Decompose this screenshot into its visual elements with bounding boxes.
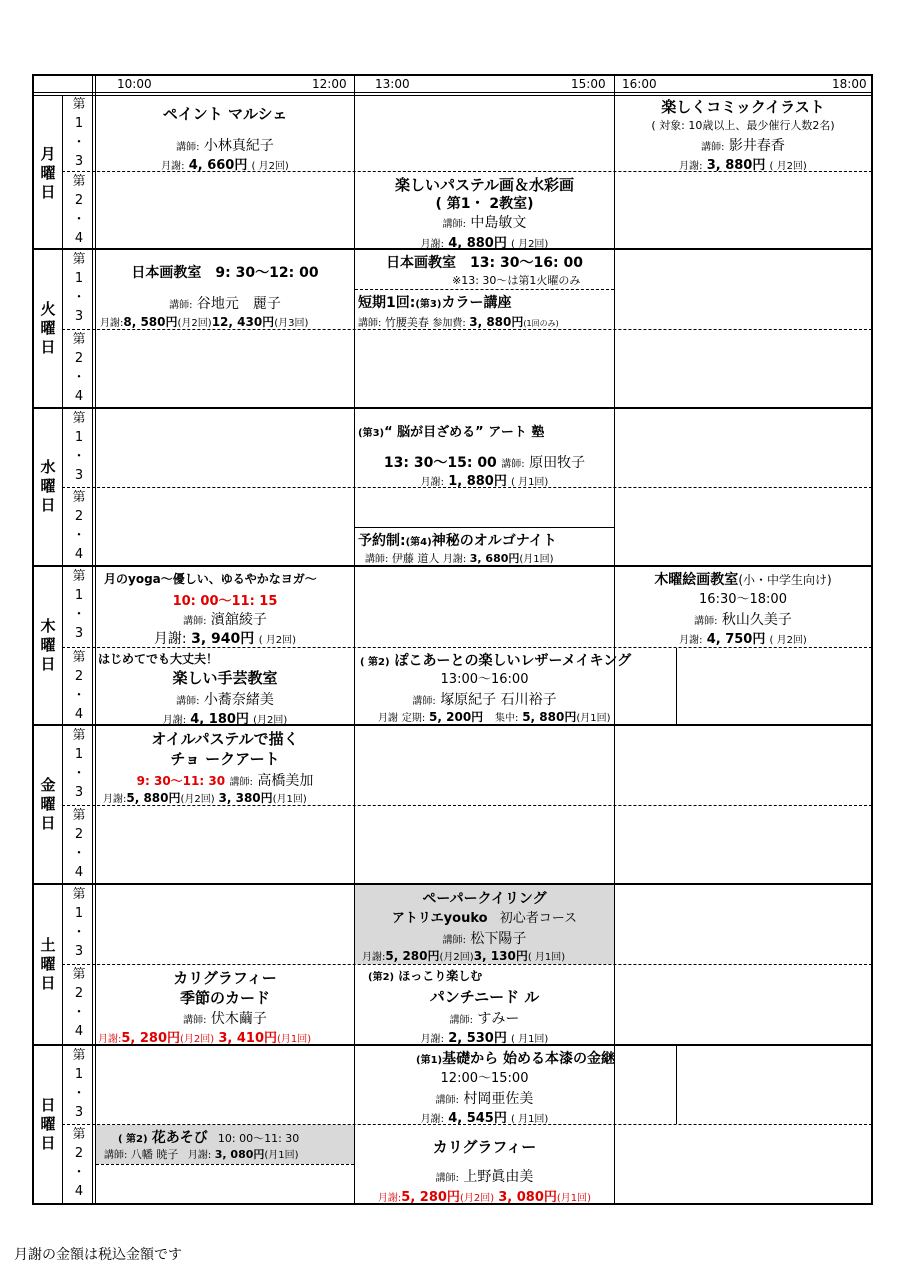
teacher-name: 塚原紀子 石川裕子 [440, 692, 557, 708]
day-sunday: 日 曜 日 [40, 1096, 56, 1152]
teacher-label: 講師: [501, 459, 525, 470]
fee-amount: 5, 880円 [522, 710, 577, 724]
fee-amount: 5, 880円 [126, 791, 181, 805]
teacher-name: 中島敏文 [470, 215, 527, 231]
week-2-4: 第 2 ・ 4 [72, 967, 86, 1039]
fee-label: 月謝: [377, 1193, 402, 1204]
fee-note: (月2回) [177, 318, 212, 329]
teacher-name: 谷地元 麗子 [196, 296, 281, 312]
fee-note: ( 月1回) [510, 1114, 549, 1125]
fee-label: 月謝 [378, 713, 398, 724]
teacher-name: 小蕎奈緒美 [203, 692, 274, 708]
class-title-prefix: 短期1回: [358, 295, 416, 311]
fee-amount: 8, 580円 [123, 315, 178, 329]
fee-label: 月謝: [98, 1034, 122, 1045]
class-week: ( 第2) [360, 657, 390, 668]
teacher-label: 講師: [229, 777, 253, 788]
teacher-name: すみー [477, 1011, 520, 1027]
fee-note: ( 月2回) [251, 161, 289, 172]
fee-note: (月1回) [556, 1193, 592, 1204]
teacher-label: 講師: [449, 1015, 473, 1026]
class-title: カリグラフィー [432, 1138, 537, 1156]
teacher-name: 竹腰美春 [384, 316, 429, 329]
teacher-label: 講師: [176, 142, 200, 153]
fee-note: (月1回) [264, 1150, 299, 1161]
teacher-label: 講師: [365, 554, 389, 565]
day-saturday: 土 曜 日 [40, 936, 56, 992]
fee-note: (月1回) [272, 794, 307, 805]
day-tuesday: 火 曜 日 [40, 300, 56, 356]
class-subtitle: 季節のカード [179, 989, 270, 1007]
teacher-name: 八幡 暁子 [130, 1148, 179, 1161]
class-note: ※13: 30〜は第1火曜のみ [452, 274, 581, 287]
class-subtitle: ( 第1・ 2教室) [435, 196, 534, 212]
class-title: カラー講座 [441, 295, 512, 311]
class-week: ( 第2) [118, 1134, 148, 1145]
fee-label: 月謝: [187, 1150, 212, 1161]
fee-amount: 4, 545円 [448, 1111, 507, 1126]
fee-note: ( 月2回) [510, 239, 549, 250]
class-title: 月のyoga〜優しい、ゆるやかなヨガ〜 [104, 572, 317, 586]
day-wednesday: 水 曜 日 [40, 458, 56, 514]
class-week: (第1) [416, 1055, 443, 1066]
class-title: 木曜絵画教室 [654, 572, 739, 588]
class-catchcopy: はじめてでも大丈夫！ [98, 652, 219, 666]
fee-label: 月謝: [162, 715, 187, 726]
class-time: 10: 00〜11: 15 [172, 594, 278, 609]
class-time: 16:30〜18:00 [699, 592, 787, 607]
class-week: (第4) [405, 537, 432, 548]
week-2-4: 第 2 ・ 4 [72, 1127, 86, 1199]
fee-amount: 5, 280円 [121, 1031, 181, 1046]
fee-note: (月3回) [274, 318, 309, 329]
week-1-3: 第 1 ・ 3 [72, 97, 86, 169]
class-title: ペイント マルシェ [162, 105, 288, 123]
fee-label: 月謝: [161, 161, 185, 172]
class-catchcopy: ほっこり楽しむ [398, 969, 483, 983]
week-2-4: 第 2 ・ 4 [72, 650, 86, 722]
teacher-label: 講師: [104, 1150, 128, 1161]
class-title: ペーパークイリング [422, 891, 547, 907]
class-title: 楽しくコミックイラスト [661, 98, 825, 116]
week-1-3: 第 1 ・ 3 [72, 569, 86, 641]
tax-note: 月謝の金額は税込金額です [14, 1247, 182, 1263]
fee-amount: 3, 130円 [473, 949, 528, 963]
fee-amount: 4, 180円 [190, 712, 249, 727]
teacher-name: 松下陽子 [470, 931, 527, 947]
class-week: (第3) [415, 299, 442, 310]
class-time: 10: 00〜11: 30 [217, 1132, 300, 1145]
week-2-4: 第 2 ・ 4 [72, 174, 86, 246]
teacher-name: 濱舘綾子 [210, 612, 267, 628]
class-target: (小・中学生向け) [738, 573, 832, 587]
fee-amount: 4, 750円 [706, 632, 766, 647]
teacher-label: 講師: [435, 1095, 459, 1106]
day-thursday: 木 曜 日 [40, 617, 56, 673]
fee-type-label: 集中: [495, 713, 519, 724]
class-title: 楽しい手芸教室 [172, 669, 278, 687]
fee-note: (月2回) [459, 1193, 495, 1204]
fee-note: (月2回) [180, 1034, 215, 1045]
fee-label: 参加費: [432, 318, 466, 329]
fee-label: 月謝: [679, 161, 703, 172]
fee-note: ( 月2回) [258, 635, 297, 646]
teacher-label: 講師: [442, 935, 466, 946]
week-2-4: 第 2 ・ 4 [72, 490, 86, 562]
class-time: 12:00〜15:00 [440, 1071, 529, 1086]
teacher-label: 講師: [169, 300, 193, 311]
class-title: “ 脳が目ざめる” アート 塾 [384, 425, 545, 440]
fee-label: 月謝: [420, 1114, 445, 1125]
fee-label: 月謝: [420, 1034, 445, 1045]
time-1800: 18:00 [832, 77, 867, 91]
class-title: オイルパステルで描く [151, 730, 299, 748]
time-1300: 13:00 [375, 77, 410, 91]
fee-note: (月1回) [576, 713, 611, 724]
teacher-name: 小林真紀子 [203, 138, 274, 154]
fee-amount: 5, 200円 [429, 710, 484, 724]
week-1-3: 第 1 ・ 3 [72, 1048, 86, 1120]
class-title: 日本画教室 13: 30〜16: 00 [386, 255, 583, 271]
day-monday: 月 曜 日 [40, 145, 56, 201]
fee-amount: 3, 410円 [218, 1031, 277, 1046]
teacher-label: 講師: [435, 1173, 459, 1184]
fee-amount: 3, 080円 [498, 1190, 557, 1205]
fee-note: (1回のみ) [523, 319, 559, 328]
fee-amount: 3, 880円 [469, 315, 524, 329]
week-1-3: 第 1 ・ 3 [72, 252, 86, 324]
teacher-name: 上野眞由美 [463, 1169, 534, 1185]
week-1-3: 第 1 ・ 3 [72, 411, 86, 483]
teacher-name: 伏木繭子 [210, 1011, 267, 1027]
time-1000: 10:00 [117, 77, 152, 91]
teacher-label: 講師: [412, 696, 436, 707]
fee-label: 月謝: [103, 794, 127, 805]
class-title: 神秘のオルゴナイト [431, 533, 557, 549]
time-1600: 16:00 [622, 77, 657, 91]
fee-amount: 3, 380円 [218, 791, 273, 805]
time-1500: 15:00 [571, 77, 606, 91]
fee-note: ( 月1回) [510, 1034, 549, 1045]
day-friday: 金 曜 日 [40, 776, 56, 832]
fee-amount: 3, 880円 [706, 158, 766, 173]
fee-amount: 3, 940円 [191, 631, 255, 647]
fee-label: 月謝: [679, 635, 703, 646]
fee-label: 月謝: [100, 318, 124, 329]
class-title: 花あそび [151, 1130, 208, 1146]
fee-note: ( 月2回) [769, 161, 807, 172]
teacher-name: 秋山久美子 [721, 612, 792, 628]
class-title: 楽しいパステル画＆水彩画 [395, 176, 574, 194]
teacher-label: 講師: [176, 696, 200, 707]
class-time: 13: 30〜15: 00 [383, 455, 497, 471]
teacher-label: 講師: [694, 616, 718, 627]
class-title: 基礎から 始める本漆の金継 [442, 1051, 615, 1067]
teacher-name: 伊藤 道人 [391, 552, 440, 565]
teacher-name: 影井春香 [728, 138, 785, 154]
teacher-label: 講師: [358, 318, 382, 329]
fee-amount: 4, 660円 [188, 158, 248, 173]
class-title-prefix: 予約制: [358, 533, 406, 549]
fee-amount: 12, 430円 [211, 315, 275, 329]
fee-label: 月謝: [153, 631, 187, 647]
fee-amount: 2, 530円 [448, 1031, 507, 1046]
fee-note: ( 月2回) [769, 635, 807, 646]
fee-amount: 4, 880円 [448, 236, 507, 251]
teacher-name: 村岡亜佐美 [463, 1091, 534, 1107]
week-2-4: 第 2 ・ 4 [72, 808, 86, 880]
class-title: 日本画教室 9: 30〜12: 00 [131, 265, 319, 281]
fee-note: (月1回) [277, 1034, 312, 1045]
fee-amount: 5, 280円 [385, 949, 440, 963]
fee-note: (月1回) [519, 554, 554, 565]
fee-note: (月2回) [253, 715, 288, 726]
teacher-label: 講師: [442, 219, 466, 230]
fee-label: 月謝: [362, 952, 386, 963]
fee-label: 月謝: [442, 554, 467, 565]
fee-note: (月2回) [439, 952, 474, 963]
fee-label: 月謝: [420, 477, 445, 488]
class-week: (第2) [368, 972, 395, 983]
teacher-name: 原田牧子 [529, 455, 586, 471]
fee-note: ( 月1回) [510, 477, 549, 488]
fee-amount: 1, 880円 [448, 474, 507, 489]
class-title: ぽこあーとの楽しいレザーメイキング [394, 653, 632, 669]
fee-note: ( 月1回) [527, 952, 566, 963]
week-1-3: 第 1 ・ 3 [72, 728, 86, 800]
week-2-4: 第 2 ・ 4 [72, 332, 86, 404]
fee-amount: 5, 280円 [401, 1190, 460, 1205]
fee-type-label: 定期: [401, 713, 426, 724]
week-1-3: 第 1 ・ 3 [72, 887, 86, 959]
teacher-label: 講師: [701, 142, 725, 153]
class-time: 9: 30〜11: 30 [136, 774, 226, 788]
teacher-label: 講師: [183, 1015, 207, 1026]
class-title: パンチニード ル [429, 988, 540, 1006]
time-1200: 12:00 [312, 77, 347, 91]
fee-label: 月謝: [420, 239, 445, 250]
fee-amount: 3, 680円 [469, 552, 520, 565]
class-subtitle: 初心者コース [499, 911, 578, 926]
fee-note: (月2回) [180, 794, 215, 805]
class-target: ( 対象: 10歳以上、最少催行人数2名) [651, 119, 835, 132]
class-time: 13:00〜16:00 [440, 672, 529, 687]
class-title: カリグラフィー [173, 969, 277, 987]
class-title: チョ ークアート [170, 750, 280, 768]
class-subtitle: アトリエyouko [391, 911, 488, 926]
teacher-label: 講師: [183, 616, 207, 627]
fee-amount: 3, 080円 [214, 1148, 265, 1161]
teacher-name: 高橋美加 [257, 773, 314, 789]
class-week: (第3) [358, 428, 385, 439]
